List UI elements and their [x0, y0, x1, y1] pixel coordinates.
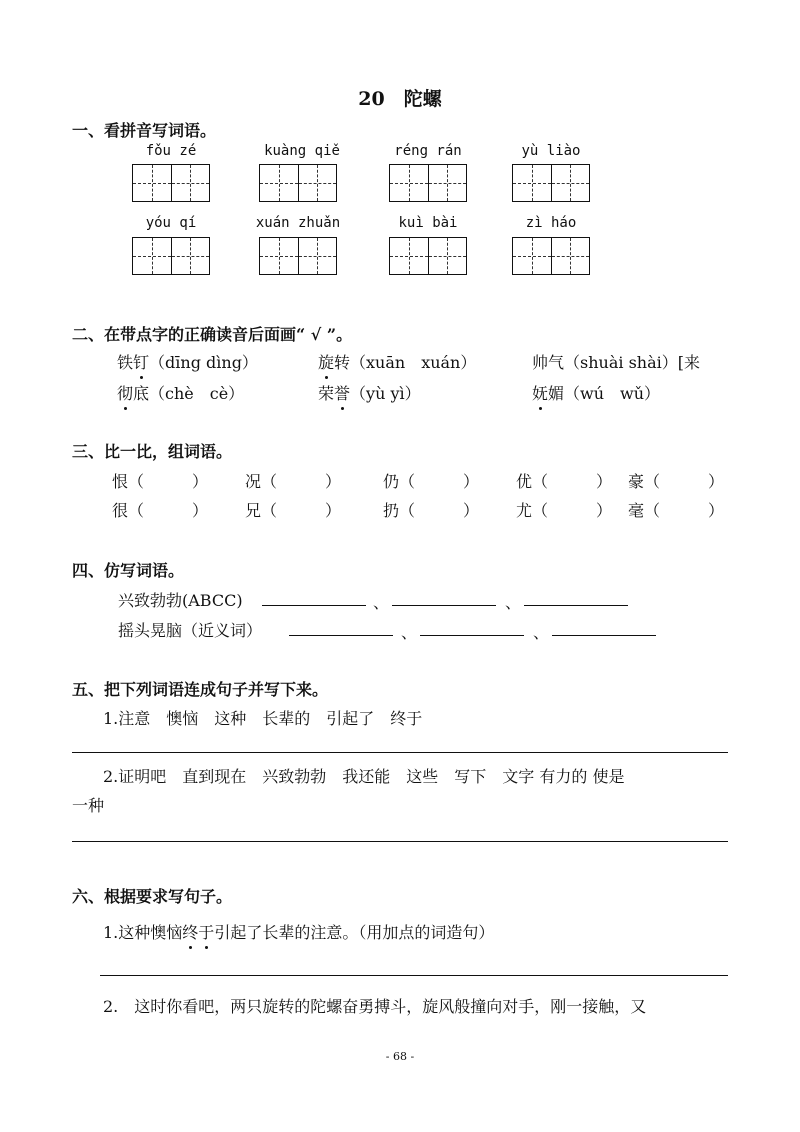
section1-heading: 一、看拼音写词语。 — [72, 121, 217, 140]
question-text: 1.注意 懊恼 这种 长辈的 引起了 终于 — [103, 709, 423, 728]
separator: 、 — [505, 593, 522, 612]
compare-blank[interactable]: 尤（ ） — [516, 501, 613, 520]
pinyin-label: zì háo — [525, 215, 577, 231]
imitate-label: 兴致勃勃(ABCC) — [118, 591, 243, 610]
tianzige-box[interactable] — [389, 237, 467, 275]
compare-blank[interactable]: 兄（ ） — [245, 501, 342, 520]
pronunciation-item[interactable]: 帅气（shuài shài）[来 — [532, 353, 700, 372]
answer-line[interactable] — [262, 605, 366, 606]
answer-line[interactable] — [552, 635, 656, 636]
imitate-label: 摇头晃脑（近义词） — [118, 621, 263, 640]
answer-line[interactable] — [100, 975, 728, 976]
section4-heading: 四、仿写词语。 — [72, 561, 185, 580]
separator: 、 — [373, 593, 390, 612]
pronunciation-item[interactable]: 彻底（chè cè） — [117, 381, 244, 404]
tianzige-box[interactable] — [259, 237, 337, 275]
compare-blank[interactable]: 恨（ ） — [112, 472, 209, 491]
answer-line[interactable] — [72, 841, 728, 842]
pinyin-label: yóu qí — [145, 215, 197, 231]
compare-blank[interactable]: 仍（ ） — [383, 472, 480, 491]
tianzige-box[interactable] — [389, 164, 467, 202]
page-number: - 68 - — [385, 1050, 415, 1063]
compare-blank[interactable]: 扔（ ） — [383, 501, 480, 520]
pinyin-label: fǒu zé — [145, 143, 197, 159]
answer-line[interactable] — [289, 635, 393, 636]
section2-heading: 二、在带点字的正确读音后面画“ √ ”。 — [72, 325, 353, 344]
separator: 、 — [533, 623, 550, 642]
tianzige-box[interactable] — [512, 237, 590, 275]
section3-heading: 三、比一比，组词语。 — [72, 442, 233, 461]
answer-line[interactable] — [420, 635, 524, 636]
tianzige-box[interactable] — [132, 164, 210, 202]
answer-line[interactable] — [392, 605, 496, 606]
pronunciation-item[interactable]: 荣誉（yù yì） — [318, 381, 421, 404]
compare-blank[interactable]: 优（ ） — [516, 472, 613, 491]
page-title: 20 陀螺 — [358, 88, 442, 110]
section5-heading: 五、把下列词语连成句子并写下来。 — [72, 680, 329, 699]
answer-line[interactable] — [524, 605, 628, 606]
pinyin-label: kuì bài — [398, 215, 458, 231]
compare-blank[interactable]: 豪（ ） — [628, 472, 725, 491]
tianzige-box[interactable] — [259, 164, 337, 202]
compare-blank[interactable]: 毫（ ） — [628, 501, 725, 520]
tianzige-box[interactable] — [132, 237, 210, 275]
section6-heading: 六、根据要求写句子。 — [72, 887, 233, 906]
compare-blank[interactable]: 况（ ） — [245, 472, 342, 491]
tianzige-box[interactable] — [512, 164, 590, 202]
pinyin-label: réng rán — [394, 143, 462, 159]
question-text: 2.证明吧 直到现在 兴致勃勃 我还能 这些 写下 文字 有力的 使是 — [103, 767, 625, 786]
pronunciation-item[interactable]: 妩媚（wú wǔ） — [532, 381, 660, 404]
separator: 、 — [401, 623, 418, 642]
pinyin-label: xuán zhuǎn — [255, 215, 341, 231]
pinyin-label: kuàng qiě — [264, 143, 340, 159]
pronunciation-item[interactable]: 铁钉（dīng dìng） — [117, 350, 258, 373]
question-text: 1.这种懊恼终于引起了长辈的注意。（用加点的词造句） — [103, 920, 494, 943]
pinyin-label: yù liào — [521, 143, 581, 159]
pronunciation-item[interactable]: 旋转（xuān xuán） — [318, 350, 476, 373]
answer-line[interactable] — [72, 752, 728, 753]
question-text: 一种 — [72, 796, 105, 815]
compare-blank[interactable]: 很（ ） — [112, 501, 209, 520]
question-text: 2. 这时你看吧，两只旋转的陀螺奋勇搏斗，旋风般撞向对手，刚一接触，又 — [103, 997, 647, 1016]
